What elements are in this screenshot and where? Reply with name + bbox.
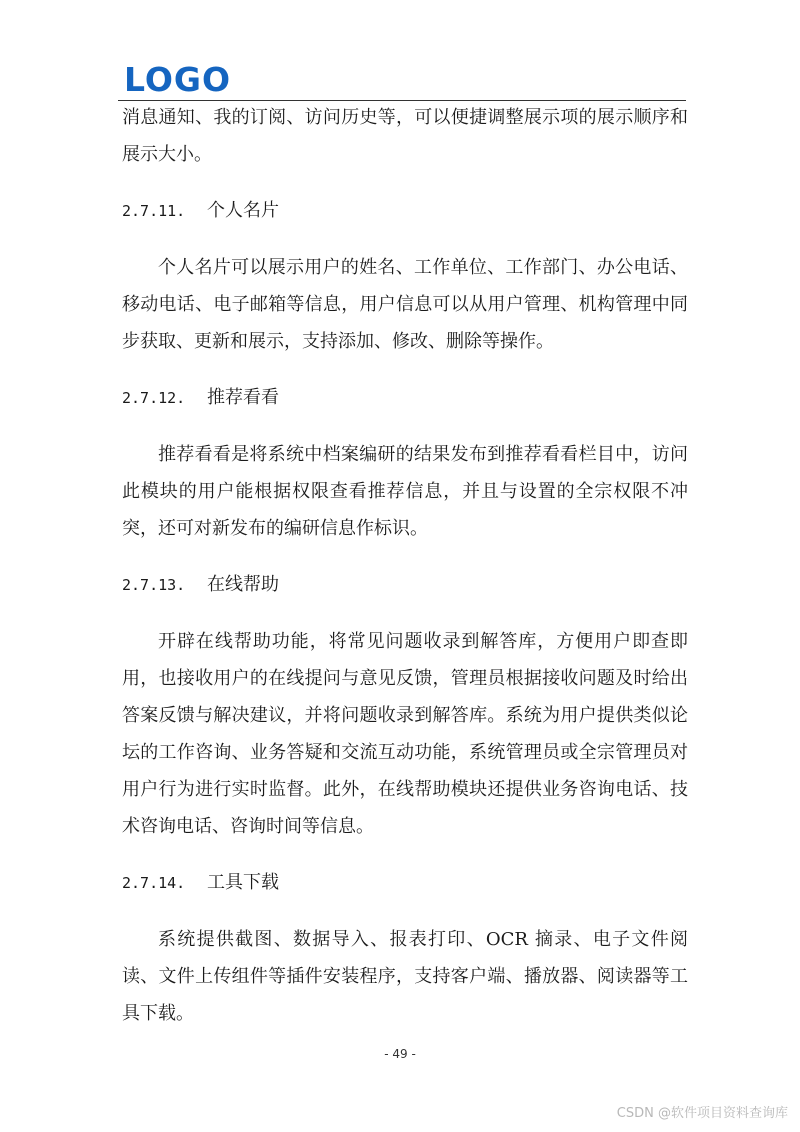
section-heading-2-7-12 — [122, 379, 688, 417]
section-body-2-7-11: 个人名片可以展示用户的姓名、工作单位、工作部门、办公电话、移动电话、电子邮箱等信息，用户信息可以从用户管理、机构管理中同步获取、更新和展示，支持添加、修改、删除等操作。 — [122, 257, 688, 352]
section-title: 在线帮助 — [207, 574, 279, 595]
section-number: 2.7.13. — [122, 576, 186, 594]
page-number: - 49 - — [384, 1047, 416, 1061]
section-title: 个人名片 — [207, 200, 279, 221]
section-body-2-7-13: 开辟在线帮助功能，将常见问题收录到解答库，方便用户即查即用，也接收用户的在线提问与意见反馈，管理员根据接收问题及时给出答案反馈与解决建议，并将问题收录到解答库。系统为用户提供类似论坛的工作咨询、业务答疑和交流互动功能，系统管理员或全宗管理员对用户行为进行实时监督。此外，在线帮助模块还提供业务咨询电话、技术咨询电话、咨询时间等信息。 — [122, 631, 688, 837]
section-body-2-7-14: 系统提供截图、数据导入、报表打印、OCR 摘录、电子文件阅读、文件上传组件等插件安装程序，支持客户端、播放器、阅读器等工具下载。 — [122, 929, 688, 1024]
section-number: 2.7.14. — [122, 874, 186, 892]
section-title: 推荐看看 — [207, 387, 279, 408]
section-number: 2.7.12. — [122, 389, 186, 407]
section-number: 2.7.11. — [122, 202, 186, 220]
section-heading-2-7-14 — [122, 864, 688, 902]
watermark: CSDN @软件项目资料查询库 — [616, 1106, 788, 1121]
section-heading-2-7-11 — [122, 192, 688, 230]
intro-paragraph: 消息通知、我的订阅、访问历史等，可以便捷调整展示项的展示顺序和展示大小。 — [122, 107, 688, 165]
section-body-2-7-12: 推荐看看是将系统中档案编研的结果发布到推荐看看栏目中，访问此模块的用户能根据权限查看推荐信息，并且与设置的全宗权限不冲突，还可对新发布的编研信息作标识。 — [122, 444, 688, 539]
section-title: 工具下载 — [207, 872, 279, 893]
section-heading-2-7-13 — [122, 566, 688, 604]
document-body — [122, 99, 688, 1032]
logo: LOGO — [124, 60, 232, 99]
